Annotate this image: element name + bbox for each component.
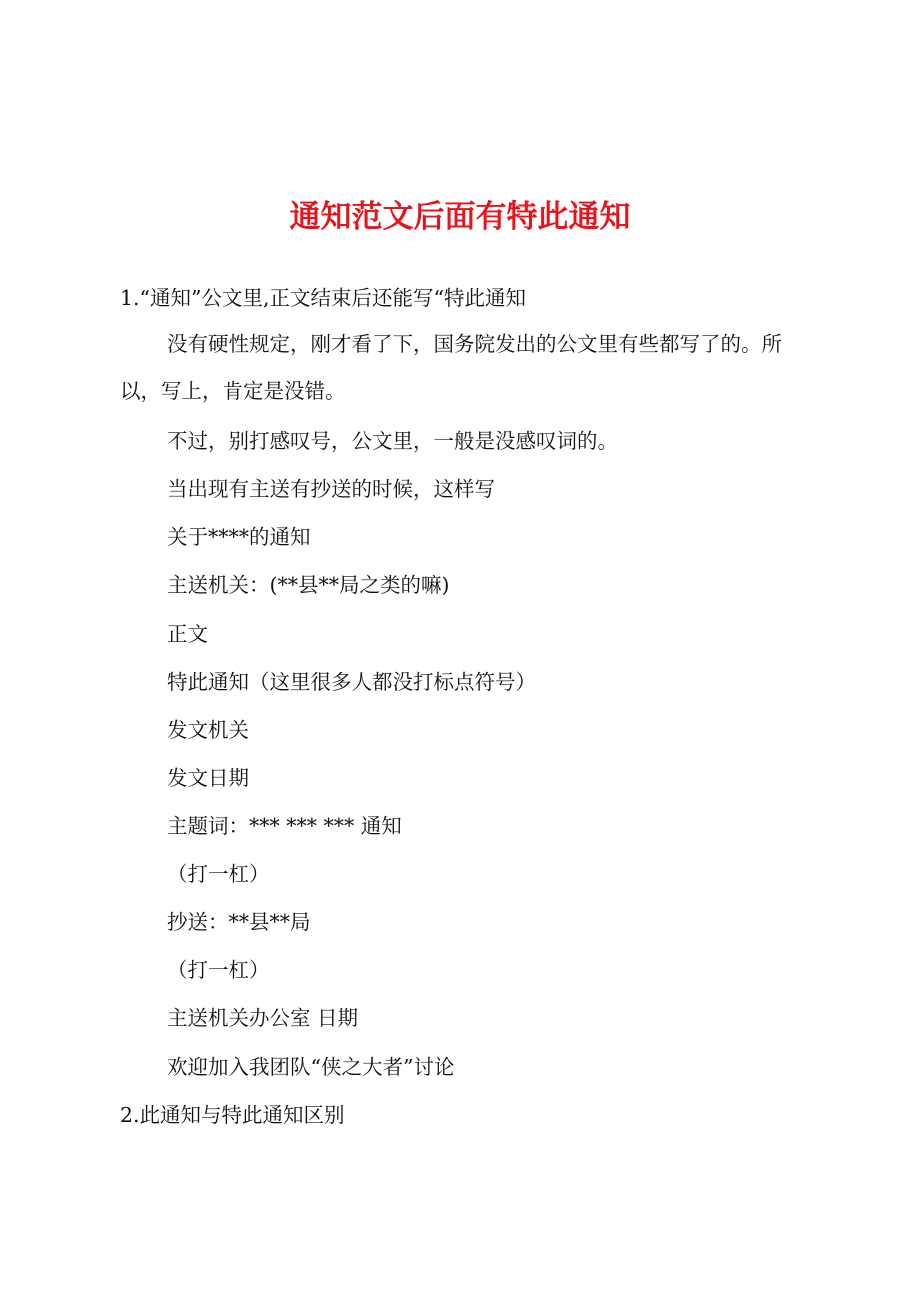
- body-line-11: 抄送：**县**局: [167, 910, 311, 934]
- body-line-9: 主题词：*** *** *** 通知: [167, 814, 402, 838]
- body-line-13: 主送机关办公室 日期: [167, 1006, 359, 1030]
- body-line-7: 发文机关: [167, 718, 249, 742]
- body-line-5: 正文: [167, 622, 208, 646]
- body-line-8: 发文日期: [167, 766, 249, 790]
- paragraph-1: 没有硬性规定，刚才看了下，国务院发出的公文里有些都写了的。所以，写上，肯定是没错。: [120, 332, 782, 403]
- document-title: 通知范文后面有特此通知: [289, 199, 631, 235]
- body-line-1: 不过，别打感叹号，公文里，一般是没感叹词的。: [167, 429, 618, 453]
- body-line-3: 关于****的通知: [167, 525, 311, 549]
- body-line-4: 主送机关：(**县**局之类的嘛): [167, 573, 450, 597]
- body-line-12: （打一杠）: [167, 958, 270, 982]
- section-heading-2: 2.此通知与特此通知区别: [120, 1103, 345, 1127]
- body-line-10: （打一杠）: [167, 862, 270, 886]
- body-line-2: 当出现有主送有抄送的时候，这样写: [167, 477, 495, 501]
- body-line-6: 特此通知（这里很多人都没打标点符号）: [167, 670, 536, 694]
- section-heading-1: 1.“通知”公文里,正文结束后还能写“特此通知: [120, 286, 527, 310]
- body-line-14: 欢迎加入我团队“侠之大者”讨论: [167, 1055, 455, 1079]
